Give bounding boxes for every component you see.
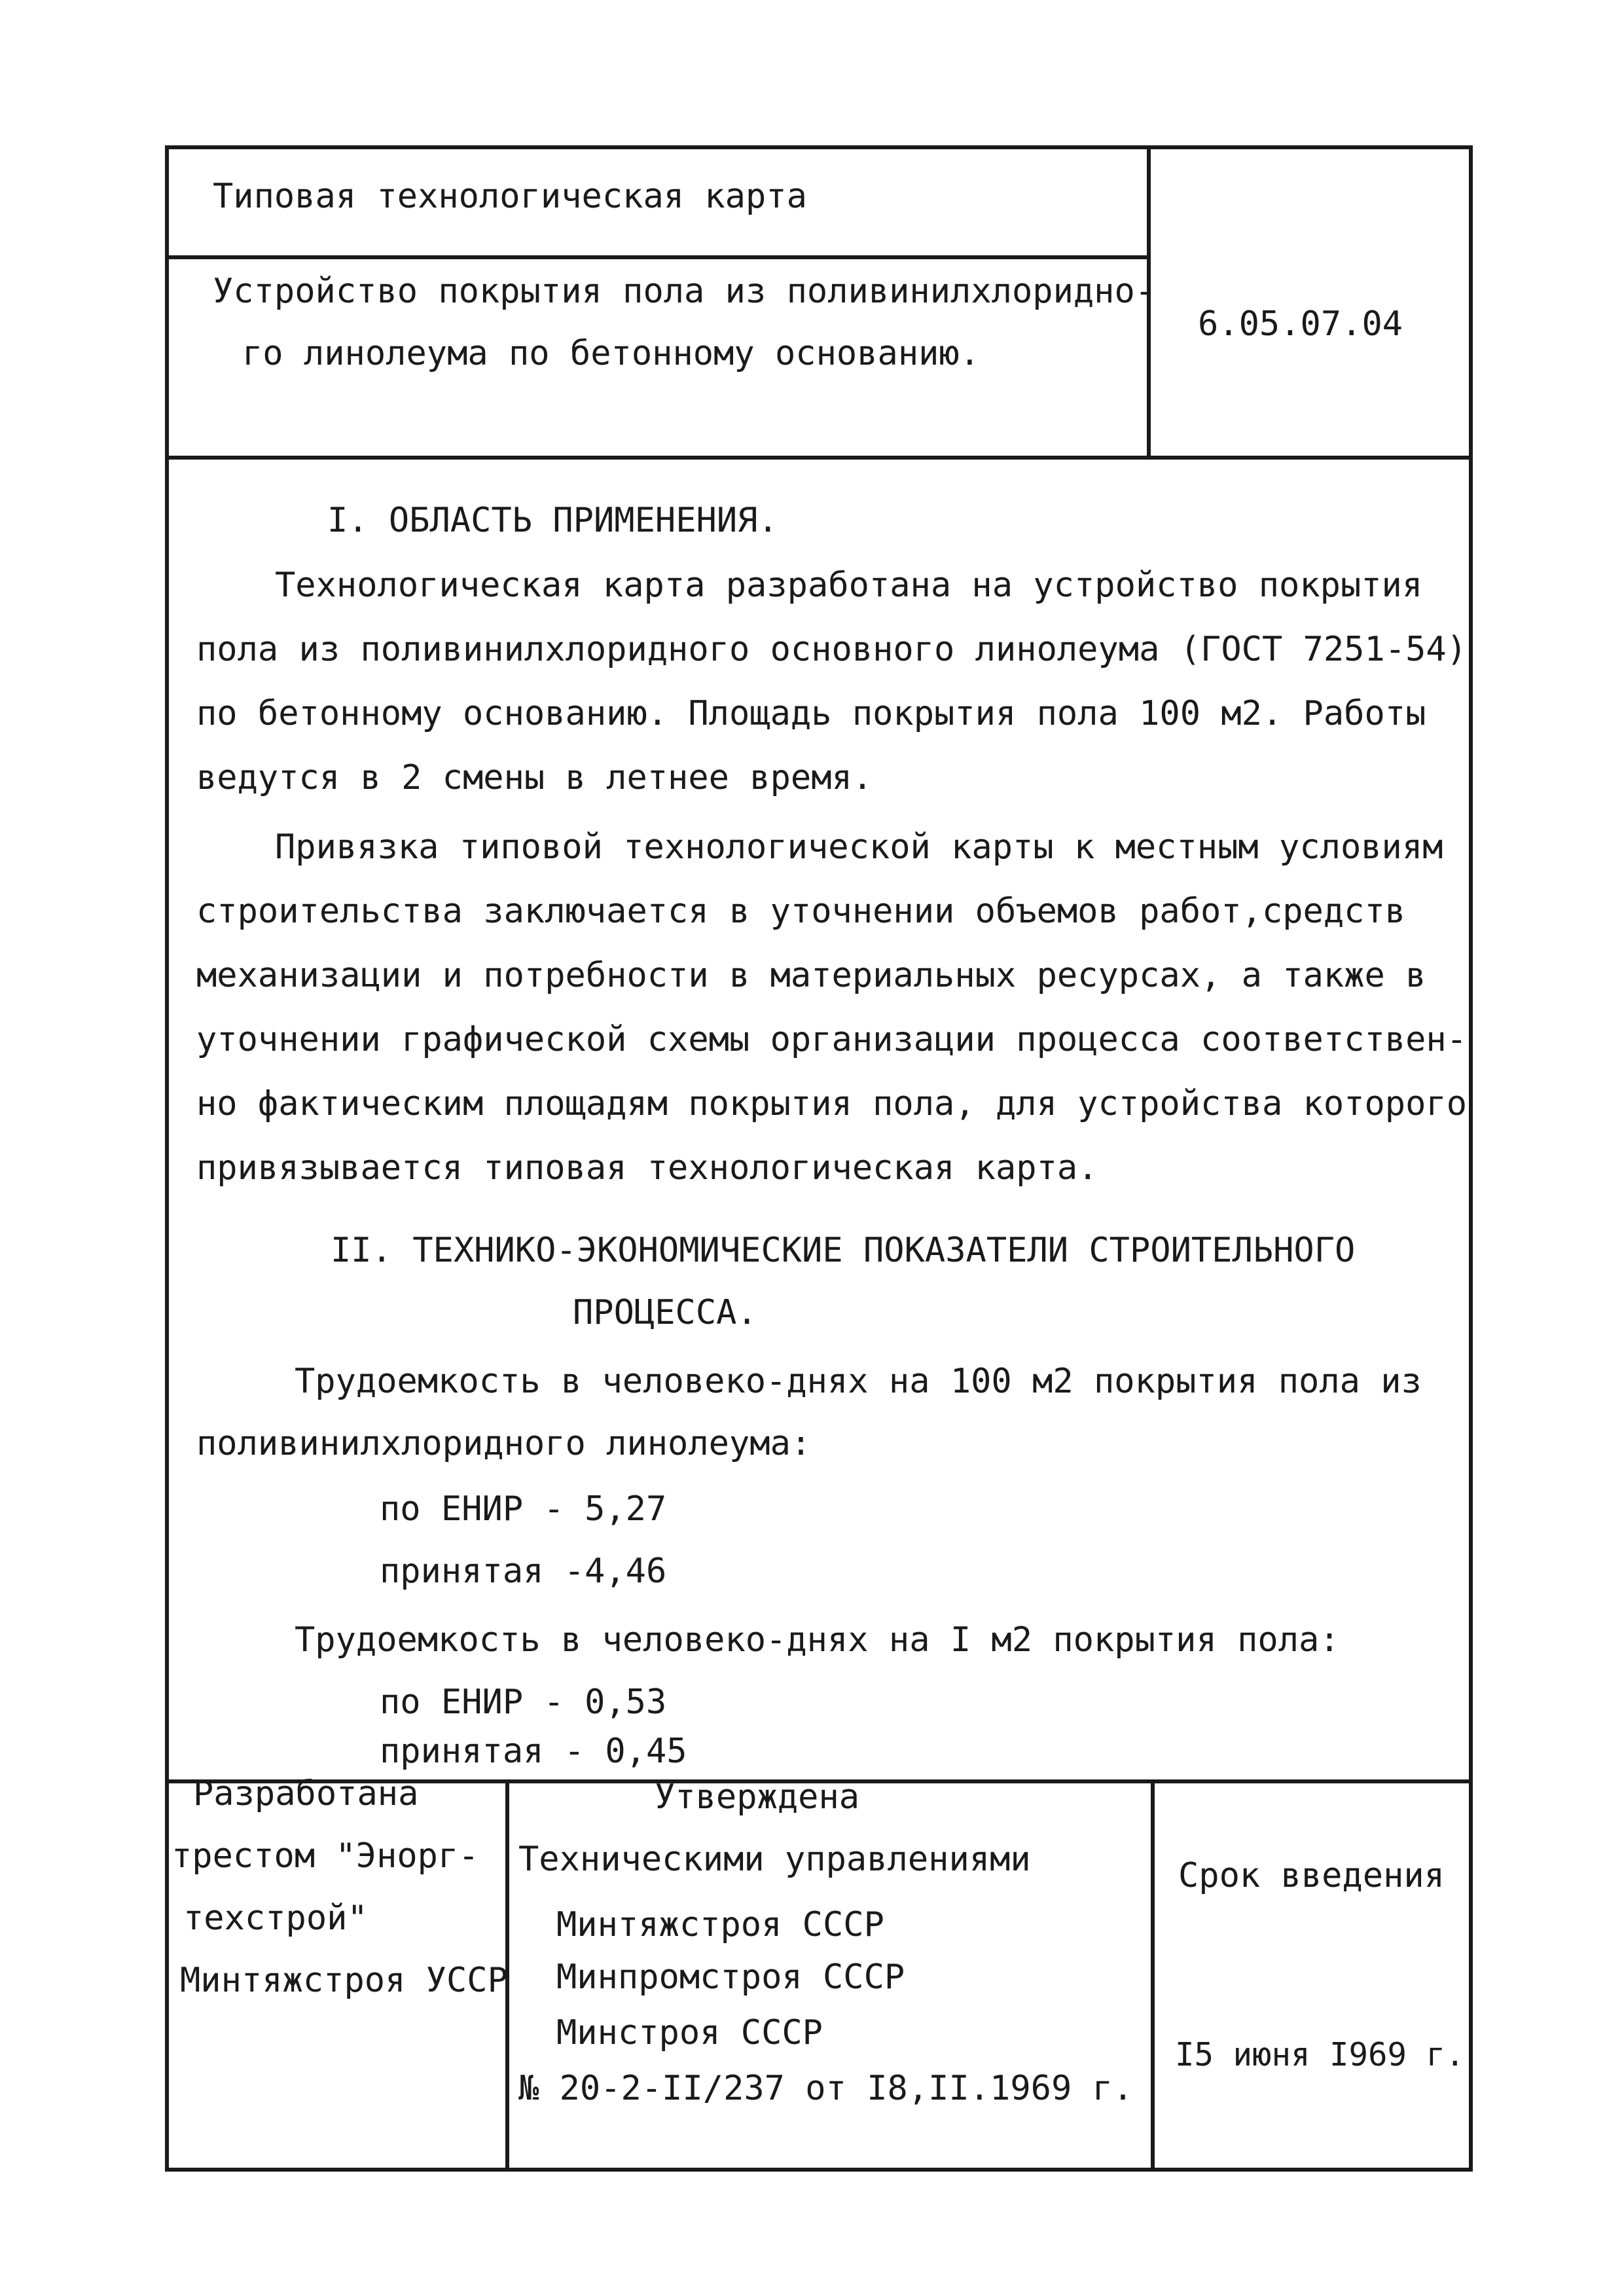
enir-per-1: по ЕНИР - 0,53	[380, 1683, 667, 1722]
effective-date: I5 июня I969 г.	[1175, 2036, 1465, 2073]
card-type-label: Типовая технологическая карта	[213, 177, 807, 216]
developed-line2: трестом "Энорг-	[171, 1836, 479, 1876]
footer-divider-right	[1151, 1779, 1155, 2169]
section2-heading-line1: II. ТЕХНИКО-ЭКОНОМИЧЕСКИЕ ПОКАЗАТЕЛИ СТРОИТЕЛЬНОГО	[331, 1231, 1356, 1270]
paragraph-line: привязывается типовая технологическая карта.	[196, 1148, 1098, 1188]
paragraph-line: по бетонному основанию. Площадь покрытия пола 100 м2. Работы	[196, 694, 1426, 733]
paragraph-line: Технологическая карта разработана на устройство покрытия	[275, 566, 1423, 605]
accepted-per-100: принятая -4,46	[380, 1552, 667, 1591]
approved-line3: Минпромстроя СССР	[556, 1958, 905, 1997]
developed-line4: Минтяжстроя УССР	[180, 1961, 508, 2000]
effective-label: Срок введения	[1178, 1856, 1445, 1895]
labor-per-100-line1: Трудоемкость в человеко-днях на 100 м2 покрытия пола из	[295, 1362, 1422, 1401]
approved-title: Утверждена	[655, 1777, 860, 1817]
approval-number: № 20-2-II/237 от I8,II.1969 г.	[518, 2069, 1134, 2108]
developed-line1: Разработана	[193, 1774, 419, 1813]
accepted-per-1: принятая - 0,45	[380, 1732, 687, 1771]
card-title-line1: Устройство покрытия пола из поливинилхлоридно-	[213, 272, 1156, 311]
enir-per-100: по ЕНИР - 5,27	[380, 1489, 667, 1529]
section1-paragraph1	[196, 553, 1468, 810]
header-divider	[165, 255, 1147, 259]
paragraph-line: но фактическим площадям покрытия пола, для устройства которого	[196, 1084, 1468, 1123]
labor-per-1: Трудоемкость в человеко-днях на I м2 покрытия пола:	[295, 1620, 1340, 1660]
header-bottom-border	[165, 456, 1473, 460]
labor-per-100-line2: поливинилхлоридного линолеума:	[196, 1424, 812, 1463]
card-code: 6.05.07.04	[1198, 304, 1403, 344]
card-title-line2: го линолеума по бетонному основанию.	[242, 334, 981, 373]
paragraph-line: уточнении графической схемы организации процесса соответствен-	[196, 1020, 1468, 1059]
developed-line3: техстрой"	[183, 1899, 368, 1938]
approved-line4: Минстроя СССР	[556, 2013, 823, 2052]
paragraph-line: строительства заключается в уточнении объемов работ,средств	[196, 892, 1406, 931]
paragraph-line: ведутся в 2 смены в летнее время.	[196, 758, 873, 797]
section1-paragraph2	[196, 815, 1468, 1200]
section2-heading-line2: ПРОЦЕССА.	[573, 1293, 757, 1332]
approved-line1: Техническими управлениями	[518, 1840, 1031, 1879]
paragraph-line: механизации и потребности в материальных ресурсах, а также в	[196, 956, 1426, 995]
paragraph-line: пола из поливинилхлоридного основного линолеума (ГОСТ 7251-54)	[196, 630, 1468, 669]
section1-heading: I. ОБЛАСТЬ ПРИМЕНЕНИЯ.	[327, 501, 778, 540]
paragraph-line: Привязка типовой технологической карты к местным условиям	[275, 828, 1443, 867]
approved-line2: Минтяжстроя СССР	[556, 1905, 884, 1944]
